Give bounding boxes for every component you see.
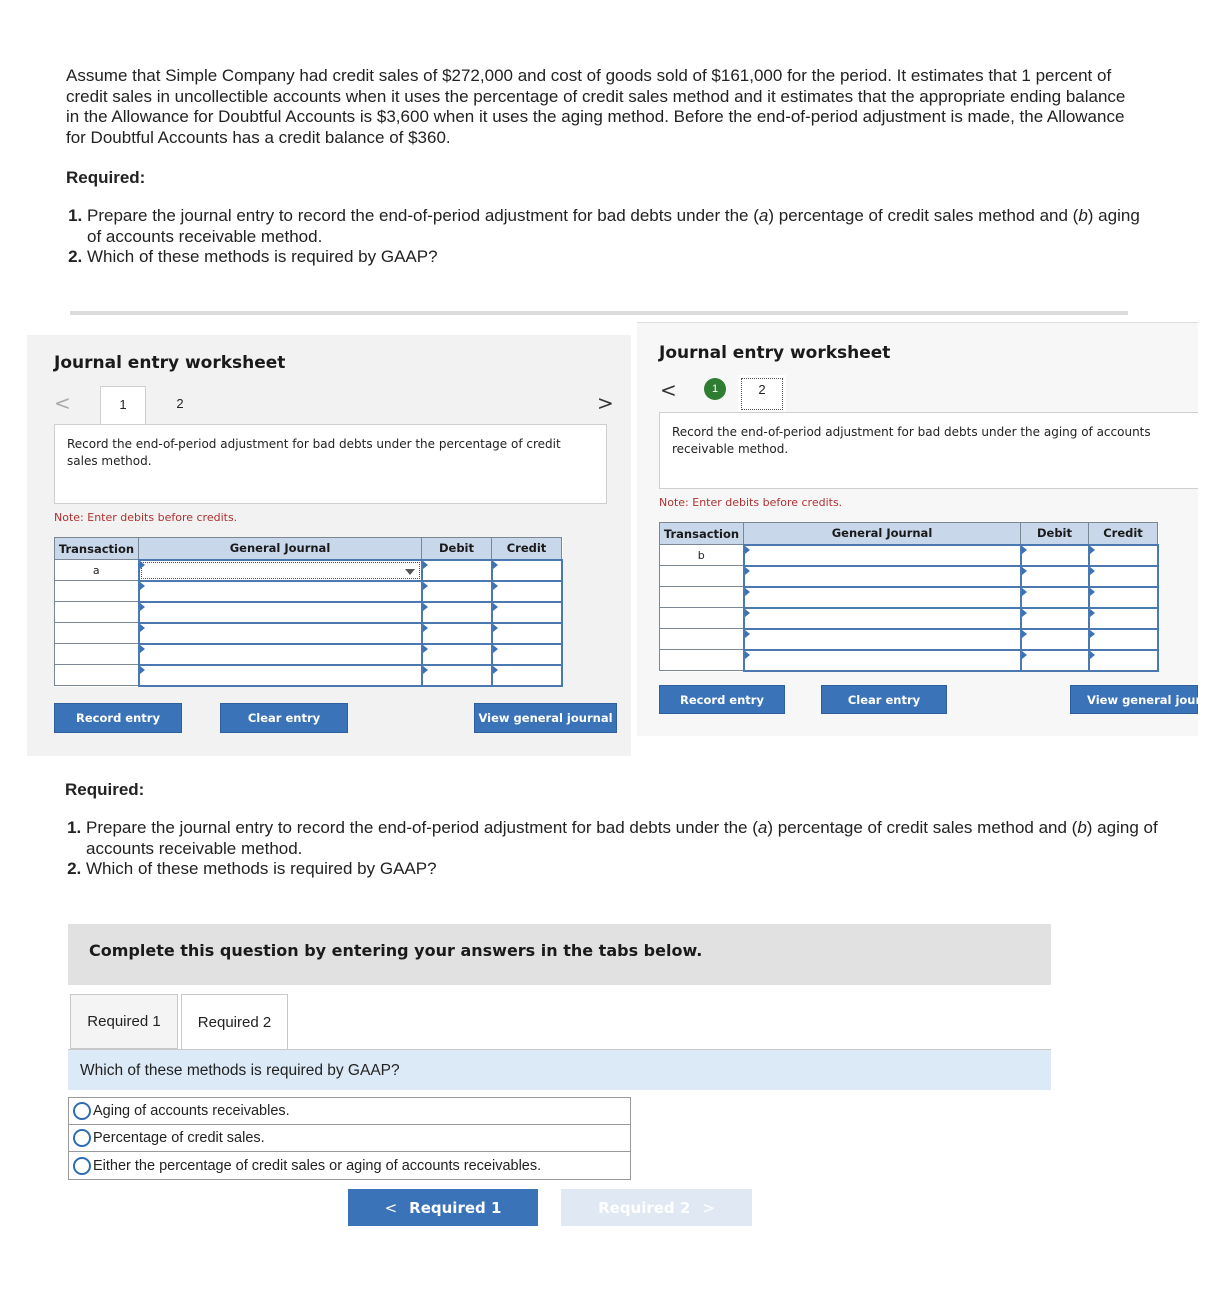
account-select[interactable] — [744, 587, 1021, 608]
transaction-cell: b — [660, 545, 744, 566]
worksheet-tab-2[interactable]: 2 — [738, 375, 786, 413]
option-aging[interactable]: Aging of accounts receivables. — [69, 1098, 630, 1125]
transaction-cell — [660, 566, 744, 587]
view-general-journal-button[interactable]: View general journal — [474, 703, 617, 733]
worksheet-title: Journal entry worksheet — [54, 353, 286, 373]
answer-options — [68, 1097, 631, 1180]
account-select[interactable] — [744, 608, 1021, 629]
required-list-bottom — [65, 818, 1165, 880]
radio-icon[interactable] — [73, 1157, 91, 1175]
problem-text: Assume that Simple Company had credit sales of $272,000 and cost of goods sold of $161,000 for the period. It estimates that 1 percent of credit sales in uncollectible accounts when it uses the percentage of credit sales method and it estimates that the appropriate ending balance in the Allowance for Doubtful Accounts is $3,600 when it uses the aging method. Before the end-of-period adjustment is made, the Allowance for Doubtful Accounts has a credit balance of $360. — [66, 66, 1126, 147]
col-general-journal: General Journal — [744, 523, 1021, 545]
credit-input[interactable] — [492, 560, 562, 581]
transaction-cell — [55, 581, 139, 602]
journal-worksheet-right — [637, 322, 1221, 736]
table-row — [55, 665, 562, 686]
journal-worksheet-left — [27, 335, 631, 756]
credit-input[interactable] — [1089, 608, 1158, 629]
chevron-right-icon: > — [702, 1198, 715, 1217]
worksheet-note: Note: Enter debits before credits. — [659, 496, 843, 509]
worksheet-instruction: Record the end-of-period adjustment for bad debts under the percentage of credit sales method. — [54, 424, 607, 504]
radio-icon[interactable] — [73, 1129, 91, 1147]
table-row — [660, 650, 1158, 671]
account-select[interactable] — [744, 629, 1021, 650]
required-heading-top: Required: — [66, 168, 146, 187]
debit-input[interactable] — [1021, 545, 1089, 566]
journal-table-right — [659, 522, 1159, 672]
col-debit: Debit — [1021, 523, 1089, 545]
transaction-cell — [55, 644, 139, 665]
table-row — [660, 545, 1158, 566]
col-credit: Credit — [492, 538, 562, 560]
required-item-2: 2. Which of these methods is required by GAAP? — [87, 247, 1156, 268]
required-item-2: 2. Which of these methods is required by GAAP? — [86, 859, 1165, 880]
transaction-cell — [660, 608, 744, 629]
account-select[interactable] — [139, 644, 422, 665]
col-general-journal: General Journal — [139, 538, 422, 560]
clear-entry-button[interactable]: Clear entry — [220, 703, 348, 733]
view-general-journal-button[interactable]: View general journal — [1070, 685, 1198, 714]
tab-required-1[interactable]: Required 1 — [70, 994, 178, 1049]
prev-arrow-icon[interactable]: < — [54, 391, 71, 415]
next-required-button[interactable]: Required 2 > — [561, 1189, 752, 1226]
tab-required-2[interactable]: Required 2 — [181, 994, 288, 1050]
table-row — [55, 602, 562, 623]
radio-icon[interactable] — [73, 1102, 91, 1120]
account-select[interactable] — [744, 545, 1021, 566]
transaction-cell — [660, 629, 744, 650]
required-list-top — [66, 206, 1156, 268]
complete-question-banner — [68, 924, 1051, 985]
col-transaction: Transaction — [55, 538, 139, 560]
credit-input[interactable] — [492, 581, 562, 602]
col-transaction: Transaction — [660, 523, 744, 545]
table-row — [660, 629, 1158, 650]
question-prompt: Which of these methods is required by GAAP? — [80, 1062, 400, 1079]
debit-input[interactable] — [422, 602, 492, 623]
worksheet-note: Note: Enter debits before credits. — [54, 511, 238, 524]
debit-input[interactable] — [1021, 587, 1089, 608]
account-select[interactable] — [139, 581, 422, 602]
credit-input[interactable] — [1089, 629, 1158, 650]
prev-arrow-icon[interactable]: < — [660, 378, 677, 402]
question-prompt-bar — [68, 1049, 1051, 1090]
option-either[interactable]: Either the percentage of credit sales or aging of accounts receivables. — [69, 1152, 630, 1179]
worksheet-title: Journal entry worksheet — [659, 343, 891, 363]
debit-input[interactable] — [422, 560, 492, 581]
debit-input[interactable] — [422, 644, 492, 665]
credit-input[interactable] — [492, 602, 562, 623]
tab-1-complete-badge[interactable]: 1 — [704, 378, 726, 400]
worksheet-tab-2[interactable]: 2 — [176, 396, 184, 411]
account-select[interactable] — [744, 566, 1021, 587]
table-row — [55, 644, 562, 665]
debit-input[interactable] — [422, 665, 492, 686]
credit-input[interactable] — [492, 644, 562, 665]
credit-input[interactable] — [492, 623, 562, 644]
required-item-1: 1. Prepare the journal entry to record the end-of-period adjustment for bad debts under the (a) percentage of credit sales method and (b) aging of accounts receivable method. — [87, 206, 1156, 247]
chevron-left-icon: < — [384, 1198, 398, 1217]
transaction-cell — [55, 623, 139, 644]
table-row — [55, 560, 562, 581]
table-row — [660, 608, 1158, 629]
debit-input[interactable] — [1021, 608, 1089, 629]
record-entry-button[interactable]: Record entry — [659, 685, 785, 714]
debit-input[interactable] — [422, 581, 492, 602]
transaction-cell — [660, 650, 744, 671]
transaction-cell — [660, 587, 744, 608]
credit-input[interactable] — [1089, 545, 1158, 566]
required-heading-bottom: Required: — [65, 780, 145, 799]
debit-input[interactable] — [1021, 650, 1089, 671]
account-select[interactable] — [744, 650, 1021, 671]
account-select[interactable] — [139, 560, 422, 581]
credit-input[interactable] — [1089, 587, 1158, 608]
worksheet-tab-1[interactable]: 1 — [100, 386, 146, 424]
table-row — [660, 587, 1158, 608]
worksheet-instruction: Record the end-of-period adjustment for bad debts under the aging of accounts receivable method. — [659, 412, 1198, 489]
clear-entry-button[interactable]: Clear entry — [821, 685, 947, 714]
option-percentage[interactable]: Percentage of credit sales. — [69, 1125, 630, 1152]
record-entry-button[interactable]: Record entry — [54, 703, 182, 733]
credit-input[interactable] — [1089, 650, 1158, 671]
credit-input[interactable] — [1089, 566, 1158, 587]
account-select[interactable] — [139, 665, 422, 686]
journal-table-left — [54, 537, 563, 687]
required-item-1: 1. Prepare the journal entry to record the end-of-period adjustment for bad debts under the (a) percentage of credit sales method and (b) aging of accounts receivable method. — [86, 818, 1165, 859]
debit-input[interactable] — [1021, 566, 1089, 587]
col-credit: Credit — [1089, 523, 1158, 545]
debit-input[interactable] — [422, 623, 492, 644]
chevron-down-icon — [405, 569, 415, 575]
table-row — [660, 566, 1158, 587]
table-row — [55, 623, 562, 644]
account-select[interactable] — [139, 623, 422, 644]
divider — [70, 311, 1128, 315]
debit-input[interactable] — [1021, 629, 1089, 650]
table-row — [55, 581, 562, 602]
next-arrow-icon[interactable]: > — [597, 391, 614, 415]
account-select[interactable] — [139, 602, 422, 623]
transaction-cell: a — [55, 560, 139, 581]
complete-question-text: Complete this question by entering your answers in the tabs below. — [89, 941, 703, 960]
transaction-cell — [55, 602, 139, 623]
credit-input[interactable] — [492, 665, 562, 686]
transaction-cell — [55, 665, 139, 686]
col-debit: Debit — [422, 538, 492, 560]
prev-required-button[interactable]: < Required 1 — [348, 1189, 538, 1226]
